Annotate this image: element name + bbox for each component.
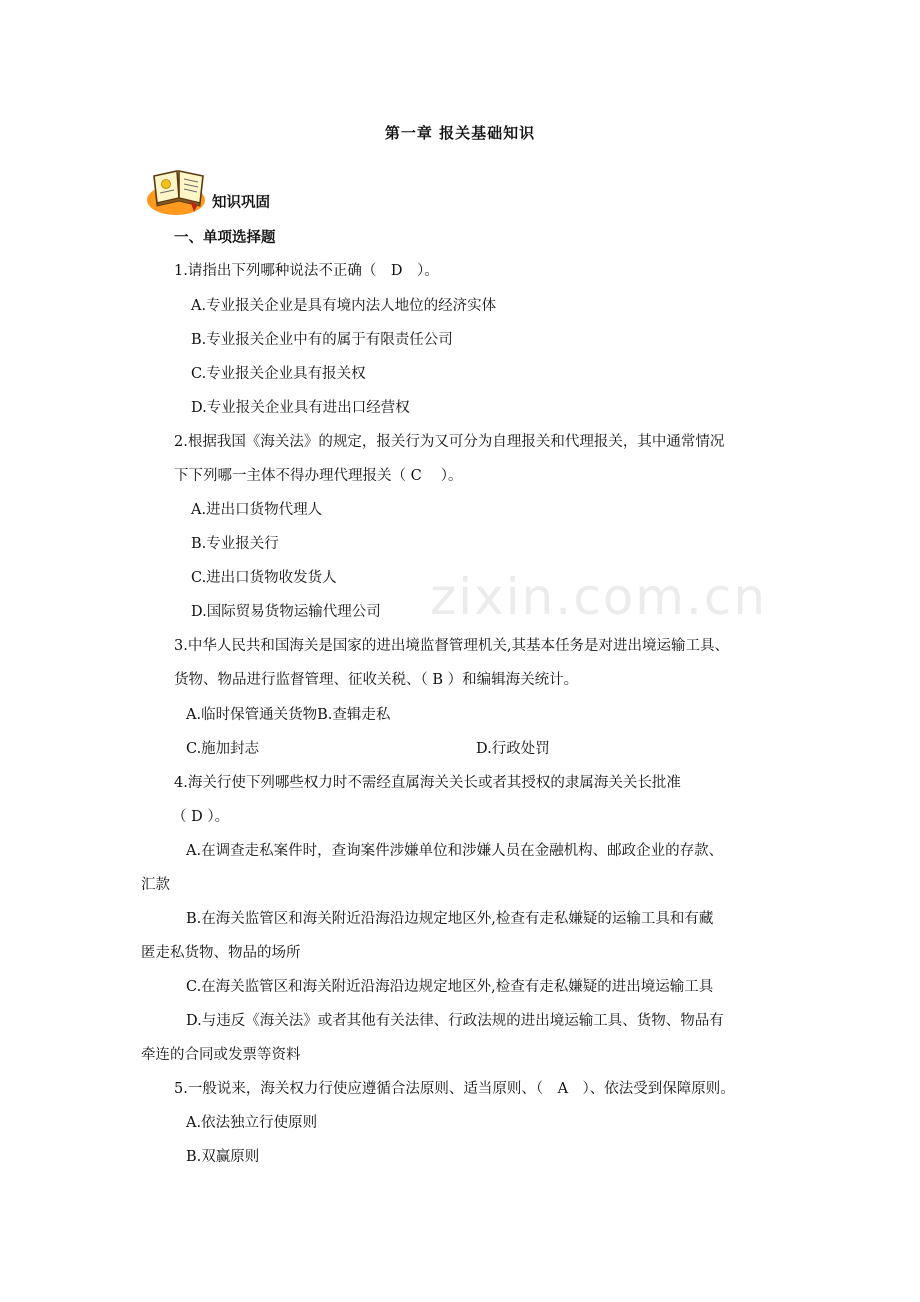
question-2-option-a: A.进出口货物代理人 (191, 502, 323, 518)
question-4-option-c: C.在海关监管区和海关附近沿海沿边规定地区外,检查有走私嫌疑的进出境运输工具 (186, 979, 714, 995)
question-5-option-b: B.双赢原则 (186, 1149, 260, 1165)
question-3-option-d: D.行政处罚 (476, 741, 550, 757)
question-1-stem: 1.请指出下列哪种说法不正确（ D ）。 (174, 263, 439, 279)
question-4-option-a-line-2: 汇款 (141, 877, 170, 893)
question-2-stem-line-2: 下下列哪一主体不得办理代理报关（ C ）。 (174, 468, 463, 484)
question-1-option-c: C.专业报关企业具有报关权 (191, 366, 366, 382)
question-4-option-b-line-1: B.在海关监管区和海关附近沿海沿边规定地区外,检查有走私嫌疑的运输工具和有藏 (186, 911, 714, 927)
question-5-stem: 5.一般说来，海关权力行使应遵循合法原则、适当原则、（ A ）、依法受到保障原则。 (174, 1081, 735, 1097)
question-1-option-a: A.专业报关企业是具有境内法人地位的经济实体 (191, 298, 497, 314)
question-2-stem-line-1: 2.根据我国《海关法》的规定，报关行为又可分为自理报关和代理报关，其中通常情况 (174, 434, 725, 450)
question-3-option-c: C.施加封志 (186, 741, 260, 757)
question-4-option-d-line-2: 牵连的合同或发票等资料 (141, 1047, 301, 1063)
question-4-stem-line-1: 4.海关行使下列哪些权力时不需经直属海关关长或者其授权的隶属海关关长批准 (174, 775, 681, 791)
question-1-option-b: B.专业报关企业中有的属于有限责任公司 (191, 332, 453, 348)
watermark: zixin.com.cn (430, 568, 768, 626)
question-2-option-b: B.专业报关行 (191, 536, 279, 552)
question-4-option-d-line-1: D.与违反《海关法》或者其他有关法律、行政法规的进出境运输工具、货物、物品有 (186, 1013, 724, 1029)
section-label: 知识巩固 (212, 195, 270, 211)
section-heading: 一、单项选择题 (174, 230, 276, 246)
question-3-stem-line-2: 货物、物品进行监督管理、征收关税、（ B ）和编辑海关统计。 (174, 672, 579, 688)
question-5-option-a: A.依法独立行使原则 (186, 1115, 318, 1131)
open-book-icon (146, 162, 212, 218)
question-2-option-c: C.进出口货物收发货人 (191, 570, 337, 586)
section-header (146, 162, 346, 218)
question-3-stem-line-1: 3.中华人民共和国海关是国家的进出境监督管理机关,其基本任务是对进出境运输工具、 (174, 638, 729, 654)
question-3-options-ab: A.临时保管通关货物B.查辑走私 (186, 707, 391, 723)
chapter-title: 第一章 报关基础知识 (384, 124, 536, 142)
question-4-option-a-line-1: A.在调查走私案件时，查询案件涉嫌单位和涉嫌人员在金融机构、邮政企业的存款、 (186, 843, 724, 859)
question-4-option-b-line-2: 匿走私货物、物品的场所 (141, 945, 301, 961)
question-4-stem-line-2: （ D ）。 (172, 809, 230, 825)
question-1-option-d: D.专业报关企业具有进出口经营权 (191, 400, 410, 416)
question-2-option-d: D.国际贸易货物运输代理公司 (191, 604, 381, 620)
